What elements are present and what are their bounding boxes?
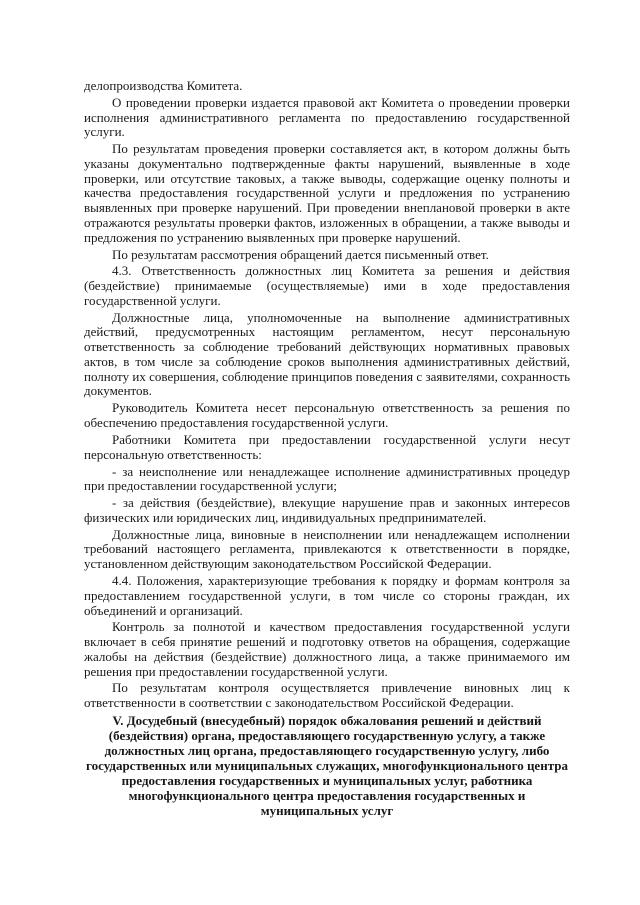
- clause-4-3: 4.3. Ответственность должностных лиц Комитета за решения и действия (бездействие) принимаемые (осуществляемые) ими в ходе предоставления государственной услуги.: [84, 263, 570, 308]
- paragraph-inspection-results: По результатам проведения проверки составляется акт, в котором должны быть указаны документально подтвержденные факты нарушений, выявленные в ходе проверки, или отсутствие таковых, а также выводы, содержащие оценку полноты и качества предоставления государственной услуги и предложения по устранению выявленных при проверке нарушений. При проведении внеплановой проверки в акте отражаются результаты проверки фактов, изложенных в обращении, а также выводы и предложения по устранению выявленных при проверке нарушений.: [84, 141, 570, 245]
- paragraph-control-scope: Контроль за полнотой и качеством предоставления государственной услуги включает в себя принятие решений и подготовку ответов на обращения, содержащие жалобы на действия (бездействие) должностного лица, а также принимаемого им решения при предоставлении государственной услуги.: [84, 619, 570, 679]
- clause-4-4: 4.4. Положения, характеризующие требования к порядку и формам контроля за предоставлением государственной услуги, в том числе со стороны граждан, их объединений и организаций.: [84, 573, 570, 618]
- list-item-non-performance: - за неисполнение или ненадлежащее исполнение административных процедур при предоставлении государственной услуги;: [84, 463, 570, 494]
- section-heading: V. Досудебный (внесудебный) порядок обжалования решений и действий (бездействия) органа, предоставляющего государственную услугу, а также должностных лиц органа, предоставляющего государственную услугу, либо государственных или муниципальных служащих, многофункционального центра предоставления государственных и муниципальных услуг, работника многофункционального центра предоставления государственных и муниципальных услуг: [86, 713, 568, 819]
- paragraph-head-responsibility: Руководитель Комитета несет персональную ответственность за решения по обеспечению предоставления государственной услуги.: [84, 400, 570, 431]
- paragraph-officials-responsibility: Должностные лица, уполномоченные на выполнение административных действий, предусмотренных настоящим регламентом, несут персональную ответственность за соблюдение требований действующих нормативных правовых актов, в том числе за соблюдение сроков выполнения административных действий, полноту их совершения, соблюдение принципов поведения с заявителями, сохранность документов.: [84, 309, 570, 399]
- list-item-violation-of-rights: - за действия (бездействие), влекущие нарушение прав и законных интересов физических или юридических лиц, индивидуальных предпринимателей.: [84, 495, 570, 525]
- paragraph-employees-responsibility: Работники Комитета при предоставлении государственной услуги несут персональную ответственность:: [84, 431, 570, 462]
- paragraph-written-answer: По результатам рассмотрения обращений дается письменный ответ.: [112, 246, 489, 262]
- paragraph-guilty-officials: Должностные лица, виновные в неисполнении или ненадлежащем исполнении требований настоящего регламента, привлекаются к ответственности в порядке, установленном действующим законодательством Российской Федерации.: [84, 526, 570, 572]
- paragraph-inspection-act: О проведении проверки издается правовой акт Комитета о проведении проверки исполнения административного регламента по предоставлению государственной услуги.: [84, 94, 570, 140]
- paragraph-control-results: По результатам контроля осуществляется привлечение виновных лиц к ответственности в соответствии с законодательством Российской Федерации.: [84, 680, 570, 711]
- paragraph-continuation: делопроизводства Комитета.: [84, 78, 243, 93]
- document-body: [84, 79, 570, 818]
